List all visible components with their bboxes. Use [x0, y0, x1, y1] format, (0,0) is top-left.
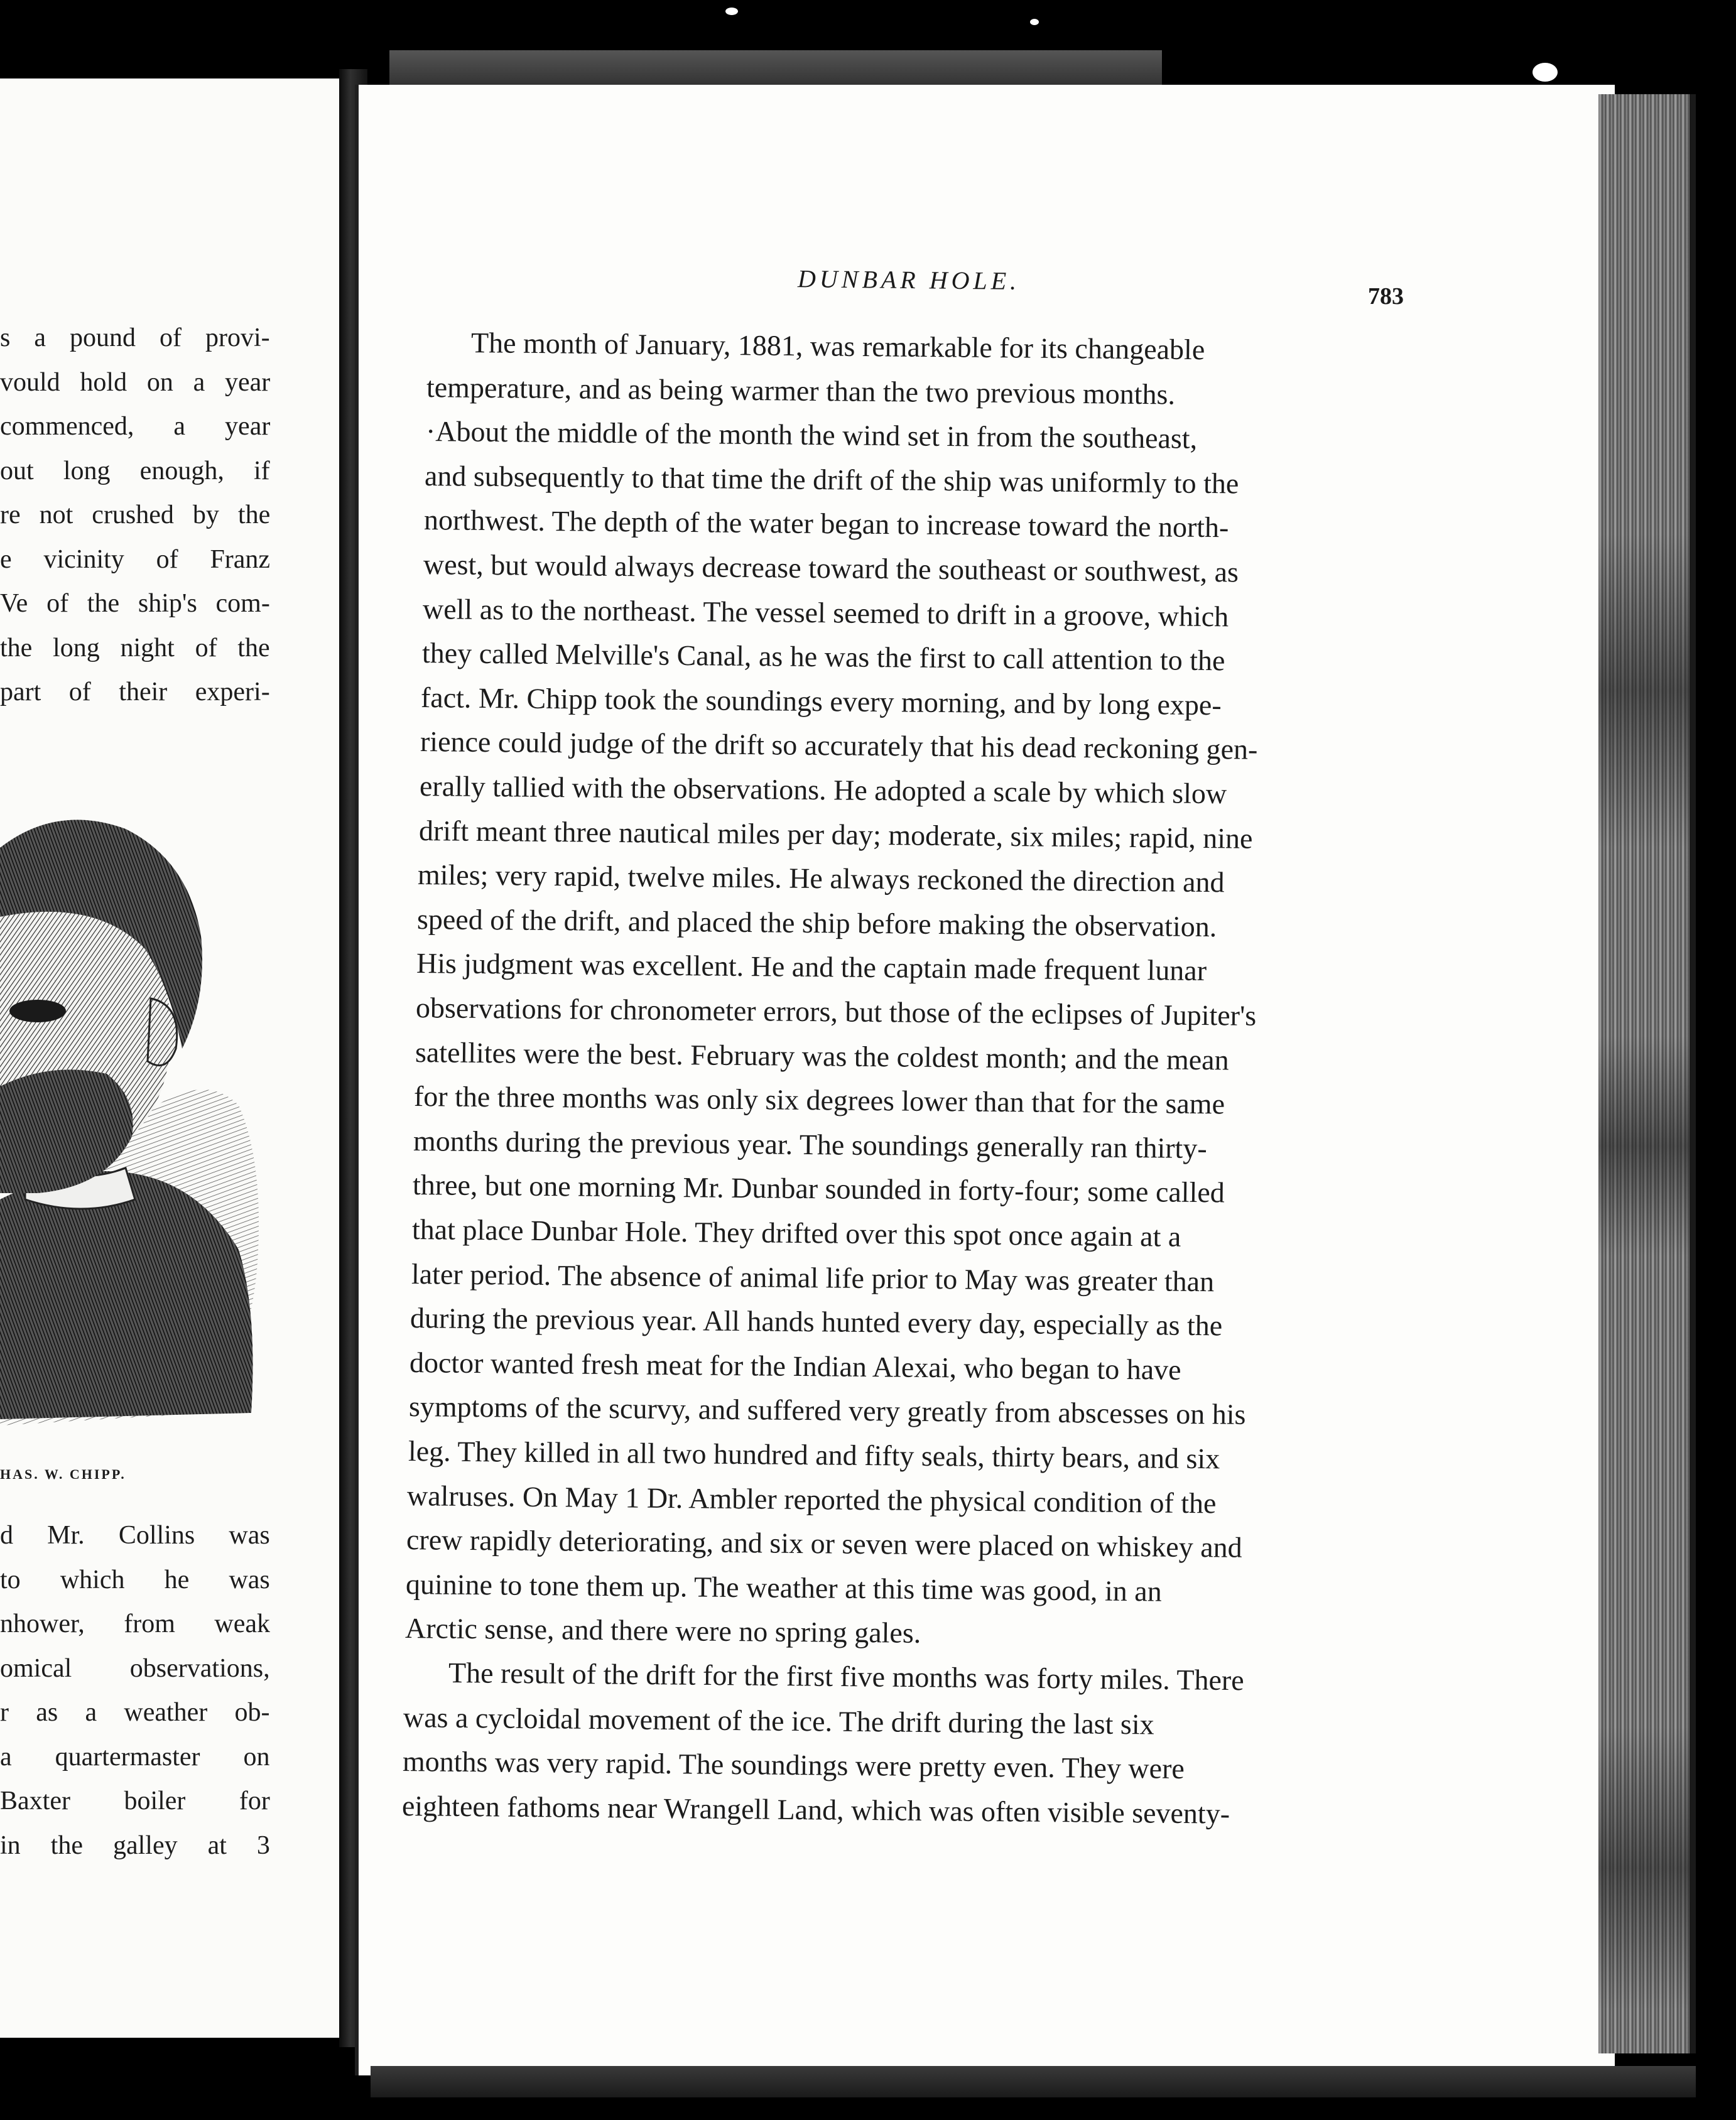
left-page-text-line: d Mr. Collins was	[0, 1521, 270, 1550]
body-text-line: they called Melville's Canal, as he was the first to call attention to the	[421, 637, 1225, 677]
body-text-line: later period. The absence of animal life prior to May was greater than	[411, 1257, 1214, 1297]
page-number: 783	[1368, 283, 1404, 310]
left-page-text-line: to which he was	[0, 1565, 270, 1594]
running-head: DUNBAR HOLE.	[797, 264, 1021, 295]
page-edges	[1598, 94, 1696, 2053]
left-page-text-line: e vicinity of Franz	[0, 544, 271, 574]
body-text-line: The month of January, 1881, was remarkable for its changeable	[470, 327, 1205, 366]
body-text-line: for the three months was only six degrees lower than that for the same	[414, 1080, 1225, 1120]
body-text-line: observations for chronometer errors, but those of the eclipses of Jupiter's	[415, 992, 1257, 1032]
body-text-line: The result of the drift for the first five months was forty miles. There	[448, 1657, 1244, 1697]
body-text-line: quinine to tone them up. The weather at this time was good, in an	[405, 1567, 1163, 1608]
left-page-text-line: re not crushed by the	[0, 500, 271, 529]
body-text-line: miles; very rapid, twelve miles. He always reckoned the direction and	[418, 858, 1225, 899]
left-page-text-line: nhower, from weak	[0, 1609, 271, 1638]
scan-speck	[1030, 19, 1039, 25]
body-text-line: crew rapidly deteriorating, and six or seven were placed on whiskey and	[406, 1523, 1243, 1564]
body-text-line: symptoms of the scurvy, and suffered very greatly from abscesses on his	[408, 1390, 1246, 1431]
left-page-text-line: omical observations,	[0, 1653, 270, 1683]
left-page-text-line: s a pound of provi-	[0, 323, 270, 352]
body-text-line: ·About the middle of the month the wind set in from the southeast,	[425, 415, 1197, 455]
book-board-bottom	[371, 2066, 1696, 2097]
body-text-line: Arctic sense, and there were no spring gales.	[404, 1612, 921, 1650]
portrait-engraving	[0, 810, 276, 1438]
left-page-text-line: Baxter boiler for	[0, 1787, 270, 1815]
left-page-text-line: commenced, a year	[0, 412, 271, 441]
left-page-text-line: out long enough, if	[0, 456, 270, 485]
body-text-line: fact. Mr. Chipp took the soundings every morning, and by long expe-	[421, 681, 1222, 722]
left-page-text-line: a quartermaster on	[0, 1742, 270, 1771]
left-page-text-line: in the galley at 3	[0, 1831, 270, 1860]
body-text-line: rience could judge of the drift so accurately that his dead reckoning gen-	[420, 725, 1258, 766]
left-page-text-line: the long night of the	[0, 633, 270, 662]
left-page-text-line: r as a weather ob-	[0, 1698, 270, 1727]
left-page-text-line: part of their experi-	[0, 678, 270, 706]
body-text-line: His judgment was excellent. He and the captain made frequent lunar	[416, 947, 1207, 987]
body-text-line: months was very rapid. The soundings were pretty even. They were	[402, 1745, 1185, 1785]
body-text-line: northwest. The depth of the water began to increase toward the north-	[423, 504, 1229, 544]
body-text-line: during the previous year. All hands hunted every day, especially as the	[410, 1302, 1223, 1342]
scan-speck	[725, 8, 738, 15]
body-text-line: walruses. On May 1 Dr. Ambler reported the physical condition of the	[407, 1479, 1217, 1519]
body-text-line: eighteen fathoms near Wrangell Land, which was often visible seventy-	[401, 1789, 1230, 1830]
body-text-line: three, but one morning Mr. Dunbar sounded in forty-four; some called	[412, 1169, 1225, 1209]
body-text-line: leg. They killed in all two hundred and fifty seals, thirty bears, and six	[408, 1435, 1220, 1475]
body-text-line: and subsequently to that time the drift of the ship was uniformly to the	[425, 459, 1239, 500]
body-text-line: was a cycloidal movement of the ice. The drift during the last six	[403, 1701, 1155, 1741]
left-page-text-line: Ve of the ship's com-	[0, 589, 270, 618]
scan-speck	[1533, 63, 1558, 82]
left-page	[0, 78, 344, 2038]
body-text-line: speed of the drift, and placed the ship before making the observation.	[416, 902, 1217, 943]
body-text-line: erally tallied with the observations. He adopted a scale by which slow	[419, 770, 1227, 810]
body-text-line: west, but would always decrease toward the southeast or southwest, as	[423, 548, 1239, 588]
body-text-line: months during the previous year. The soundings generally ran thirty-	[413, 1124, 1208, 1164]
body-text-line: temperature, and as being warmer than the two previous months.	[426, 370, 1176, 411]
body-text-line: that place Dunbar Hole. They drifted over this spot once again at a	[411, 1213, 1181, 1253]
body-text-line: well as to the northeast. The vessel seemed to drift in a groove, which	[422, 592, 1229, 632]
body-text-line: satellites were the best. February was the coldest month; and the mean	[415, 1036, 1229, 1076]
body-text-line: doctor wanted fresh meat for the Indian Alexai, who began to have	[409, 1346, 1181, 1386]
portrait-caption: HAS. W. CHIPP.	[0, 1466, 126, 1482]
left-page-text-line: vould hold on a year	[0, 367, 271, 397]
body-text-line: drift meant three nautical miles per day; moderate, six miles; rapid, nine	[418, 814, 1253, 855]
